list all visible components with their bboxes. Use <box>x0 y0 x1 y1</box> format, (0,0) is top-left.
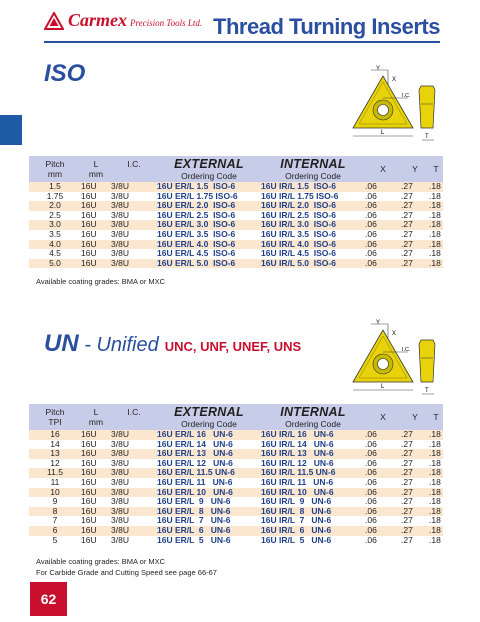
table-cell: 16U ER/L 2.5 ISO-6 <box>157 211 261 221</box>
col-y: Y <box>401 156 429 182</box>
table-cell: 6 <box>29 526 81 536</box>
table-cell: .27 <box>401 497 429 507</box>
table-cell: 16U <box>81 201 111 211</box>
dim-x-label: X <box>392 331 397 337</box>
table-cell: .27 <box>401 259 429 269</box>
carmex-emblem-icon <box>44 12 64 30</box>
col-ic: I.C. <box>111 404 157 430</box>
table-cell: 16U <box>81 526 111 536</box>
col-internal: INTERNAL Ordering Code <box>261 404 365 430</box>
brand-name: Carmex <box>68 10 128 30</box>
table-cell: 16U ER/L 6 UN-6 <box>157 526 261 536</box>
table-cell: 16U ER/L 16 UN-6 <box>157 430 261 440</box>
table-cell: 11.5 <box>29 468 81 478</box>
table-cell: 3/8U <box>111 497 157 507</box>
table-cell: 14 <box>29 440 81 450</box>
table-cell: 16U IR/L 4.5 ISO-6 <box>261 249 365 259</box>
table-cell: 16U ER/L 10 UN-6 <box>157 488 261 498</box>
un-section-title: UN - Unified UNC, UNF, UNEF, UNS <box>44 330 302 357</box>
carbide-grade-note: For Carbide Grade and Cutting Speed see page 66-67 <box>36 568 217 577</box>
table-cell: 16U <box>81 497 111 507</box>
table-cell: 3/8U <box>111 507 157 517</box>
page-title: Thread Turning Inserts <box>213 14 440 39</box>
table-cell: 3/8U <box>111 526 157 536</box>
table-cell: .06 <box>365 526 401 536</box>
header-divider <box>44 41 440 43</box>
table-cell: .18 <box>429 430 443 440</box>
table-cell: .27 <box>401 468 429 478</box>
table-cell: 16U IR/L 16 UN-6 <box>261 430 365 440</box>
table-cell: 16U <box>81 430 111 440</box>
table-row <box>29 259 443 269</box>
table-cell: .06 <box>365 440 401 450</box>
table-cell: 16U <box>81 230 111 240</box>
brand-subtitle: Precision Tools Ltd. <box>130 18 203 28</box>
table-cell: 16U ER/L 11 UN-6 <box>157 478 261 488</box>
table-cell: .06 <box>365 220 401 230</box>
table-cell: 3/8U <box>111 249 157 259</box>
table-cell: 16U ER/L 4.5 ISO-6 <box>157 249 261 259</box>
table-cell: .06 <box>365 192 401 202</box>
table-cell: 16U ER/L 5 UN-6 <box>157 536 261 546</box>
table-cell: 16U IR/L 14 UN-6 <box>261 440 365 450</box>
table-cell: .18 <box>429 182 443 192</box>
table-cell: 16U <box>81 516 111 526</box>
table-cell: .18 <box>429 440 443 450</box>
table-cell: .27 <box>401 182 429 192</box>
table-cell: 16U <box>81 249 111 259</box>
table-cell: 2.5 <box>29 211 81 221</box>
table-cell: .06 <box>365 211 401 221</box>
table-cell: 16U ER/L 5.0 ISO-6 <box>157 259 261 269</box>
col-y: Y <box>401 404 429 430</box>
iso-spec-table <box>29 156 443 268</box>
table-cell: .18 <box>429 459 443 469</box>
table-cell: .18 <box>429 497 443 507</box>
col-external: EXTERNAL Ordering Code <box>157 156 261 182</box>
table-cell: .06 <box>365 449 401 459</box>
table-cell: .27 <box>401 488 429 498</box>
table-cell: 10 <box>29 488 81 498</box>
table-cell: 16U <box>81 459 111 469</box>
table-cell: 16U ER/L 2.0 ISO-6 <box>157 201 261 211</box>
table-cell: .18 <box>429 259 443 269</box>
table-cell: 16U ER/L 8 UN-6 <box>157 507 261 517</box>
table-cell: 16U IR/L 11 UN-6 <box>261 478 365 488</box>
col-external: EXTERNAL Ordering Code <box>157 404 261 430</box>
table-cell: .06 <box>365 536 401 546</box>
table-cell: 5.0 <box>29 259 81 269</box>
table-cell: .27 <box>401 536 429 546</box>
dim-l-label: L <box>381 130 385 136</box>
col-l: L mm <box>81 156 111 182</box>
table-cell: .27 <box>401 201 429 211</box>
table-cell: 16U IR/L 2.0 ISO-6 <box>261 201 365 211</box>
table-cell: 16U <box>81 220 111 230</box>
table-cell: .18 <box>429 488 443 498</box>
table-cell: 16U ER/L 3.5 ISO-6 <box>157 230 261 240</box>
table-cell: 16U IR/L 7 UN-6 <box>261 516 365 526</box>
table-cell: 16U <box>81 449 111 459</box>
col-pitch: Pitch TPI <box>29 404 81 430</box>
table-cell: .18 <box>429 192 443 202</box>
table-cell: 16U IR/L 12 UN-6 <box>261 459 365 469</box>
table-cell: 16U <box>81 478 111 488</box>
table-cell: 4.0 <box>29 240 81 250</box>
table-cell: .18 <box>429 516 443 526</box>
table-cell: .18 <box>429 526 443 536</box>
table-cell: 3/8U <box>111 478 157 488</box>
table-cell: 16 <box>29 430 81 440</box>
table-cell: 16U ER/L 9 UN-6 <box>157 497 261 507</box>
dim-ic-label: I.C. <box>402 347 411 353</box>
table-cell: 5 <box>29 536 81 546</box>
table-cell: 16U <box>81 182 111 192</box>
un-subtitle: - Unified <box>78 334 159 356</box>
table-cell: 3/8U <box>111 459 157 469</box>
table-cell: 16U <box>81 507 111 517</box>
table-cell: .27 <box>401 249 429 259</box>
col-x: X <box>365 156 401 182</box>
carmex-logo <box>44 10 202 31</box>
table-cell: 12 <box>29 459 81 469</box>
table-cell: .18 <box>429 536 443 546</box>
table-cell: 3/8U <box>111 440 157 450</box>
table-cell: .18 <box>429 249 443 259</box>
table-cell: 16U IR/L 8 UN-6 <box>261 507 365 517</box>
table-cell: 16U IR/L 3.0 ISO-6 <box>261 220 365 230</box>
table-cell: 1.5 <box>29 182 81 192</box>
iso-insert-diagram <box>336 64 446 148</box>
table-cell: .06 <box>365 507 401 517</box>
un-spec-table <box>29 404 443 545</box>
table-cell: 16U <box>81 488 111 498</box>
table-cell: 16U <box>81 192 111 202</box>
table-cell: .06 <box>365 516 401 526</box>
table-cell: 3/8U <box>111 488 157 498</box>
table-cell: .06 <box>365 249 401 259</box>
table-cell: 3.5 <box>29 230 81 240</box>
table-cell: 16U <box>81 240 111 250</box>
dim-y-label: Y <box>376 66 381 72</box>
table-cell: .27 <box>401 526 429 536</box>
table-cell: .27 <box>401 440 429 450</box>
table-cell: 9 <box>29 497 81 507</box>
table-cell: 16U ER/L 1.5 ISO-6 <box>157 182 261 192</box>
table-cell: 16U ER/L 14 UN-6 <box>157 440 261 450</box>
col-pitch: Pitch mm <box>29 156 81 182</box>
table-cell: 3/8U <box>111 240 157 250</box>
table-cell: 16U IR/L 1.5 ISO-6 <box>261 182 365 192</box>
table-cell: .18 <box>429 230 443 240</box>
table-cell: .18 <box>429 468 443 478</box>
table-cell: .18 <box>429 507 443 517</box>
table-cell: 16U IR/L 10 UN-6 <box>261 488 365 498</box>
table-cell: 16U ER/L 12 UN-6 <box>157 459 261 469</box>
page-number: 62 <box>30 582 67 616</box>
table-cell: 16U IR/L 9 UN-6 <box>261 497 365 507</box>
table-cell: .27 <box>401 516 429 526</box>
table-cell: 16U ER/L 7 UN-6 <box>157 516 261 526</box>
table-cell: 3/8U <box>111 182 157 192</box>
col-t: T <box>429 404 443 430</box>
table-cell: .06 <box>365 259 401 269</box>
table-cell: .06 <box>365 230 401 240</box>
table-cell: .27 <box>401 240 429 250</box>
table-cell: .27 <box>401 220 429 230</box>
iso-section-title: ISO <box>44 60 86 87</box>
col-ic: I.C. <box>111 156 157 182</box>
table-cell: 8 <box>29 507 81 517</box>
table-cell: .06 <box>365 430 401 440</box>
table-cell: .27 <box>401 478 429 488</box>
table-cell: 16U <box>81 259 111 269</box>
table-cell: 16U ER/L 4.0 ISO-6 <box>157 240 261 250</box>
table-row <box>29 536 443 546</box>
table-cell: 16U IR/L 5.0 ISO-6 <box>261 259 365 269</box>
col-internal: INTERNAL Ordering Code <box>261 156 365 182</box>
col-l: L mm <box>81 404 111 430</box>
dim-ic-label: I.C. <box>402 93 411 99</box>
table-cell: 3/8U <box>111 201 157 211</box>
dim-l-label: L <box>381 384 385 390</box>
table-cell: .18 <box>429 201 443 211</box>
dim-y-label: Y <box>376 320 381 326</box>
table-cell: 16U IR/L 11.5 UN-6 <box>261 468 365 478</box>
table-cell: 3/8U <box>111 430 157 440</box>
table-cell: 2.0 <box>29 201 81 211</box>
table-cell: .06 <box>365 201 401 211</box>
table-cell: 16U IR/L 3.5 ISO-6 <box>261 230 365 240</box>
table-cell: .18 <box>429 240 443 250</box>
table-cell: 3/8U <box>111 220 157 230</box>
table-cell: .18 <box>429 211 443 221</box>
un-coating-note: Available coating grades: BMA or MXC <box>36 557 166 566</box>
table-cell: 16U ER/L 1.75 ISO-6 <box>157 192 261 202</box>
col-x: X <box>365 404 401 430</box>
table-cell: .06 <box>365 478 401 488</box>
table-cell: 16U <box>81 211 111 221</box>
un-thread-types: UNC, UNF, UNEF, UNS <box>164 339 302 354</box>
dim-t-label: T <box>425 134 429 140</box>
side-section-tab <box>0 115 22 145</box>
un-insert-diagram <box>336 318 446 402</box>
table-cell: 16U IR/L 2.5 ISO-6 <box>261 211 365 221</box>
table-cell: 3/8U <box>111 230 157 240</box>
dim-x-label: X <box>392 77 397 83</box>
table-cell: .27 <box>401 459 429 469</box>
table-cell: 1.75 <box>29 192 81 202</box>
table-cell: .06 <box>365 182 401 192</box>
table-cell: .27 <box>401 192 429 202</box>
table-cell: 3/8U <box>111 211 157 221</box>
table-cell: .18 <box>429 449 443 459</box>
table-cell: 16U ER/L 11.5 UN-6 <box>157 468 261 478</box>
table-cell: .27 <box>401 230 429 240</box>
table-cell: 16U <box>81 536 111 546</box>
table-cell: 16U <box>81 468 111 478</box>
table-cell: 16U ER/L 13 UN-6 <box>157 449 261 459</box>
table-cell: .27 <box>401 430 429 440</box>
table-cell: .06 <box>365 497 401 507</box>
table-cell: 4.5 <box>29 249 81 259</box>
table-cell: .06 <box>365 488 401 498</box>
table-cell: 16U <box>81 440 111 450</box>
table-cell: 16U IR/L 5 UN-6 <box>261 536 365 546</box>
iso-coating-note: Available coating grades: BMA or MXC <box>36 277 166 286</box>
table-cell: 16U IR/L 1.75 ISO-6 <box>261 192 365 202</box>
table-cell: 3/8U <box>111 468 157 478</box>
table-cell: .27 <box>401 449 429 459</box>
table-cell: 16U IR/L 6 UN-6 <box>261 526 365 536</box>
table-cell: .18 <box>429 220 443 230</box>
table-cell: .27 <box>401 507 429 517</box>
table-cell: .27 <box>401 211 429 221</box>
table-cell: .18 <box>429 478 443 488</box>
table-cell: 3.0 <box>29 220 81 230</box>
table-cell: 3/8U <box>111 192 157 202</box>
col-t: T <box>429 156 443 182</box>
dim-t-label: T <box>425 388 429 394</box>
table-cell: 3/8U <box>111 259 157 269</box>
table-cell: 3/8U <box>111 449 157 459</box>
table-cell: 7 <box>29 516 81 526</box>
table-cell: 3/8U <box>111 516 157 526</box>
table-cell: 13 <box>29 449 81 459</box>
table-cell: 3/8U <box>111 536 157 546</box>
table-cell: .06 <box>365 240 401 250</box>
table-cell: 11 <box>29 478 81 488</box>
table-cell: .06 <box>365 468 401 478</box>
table-cell: 16U IR/L 4.0 ISO-6 <box>261 240 365 250</box>
table-cell: 16U IR/L 13 UN-6 <box>261 449 365 459</box>
table-cell: .06 <box>365 459 401 469</box>
table-cell: 16U ER/L 3.0 ISO-6 <box>157 220 261 230</box>
